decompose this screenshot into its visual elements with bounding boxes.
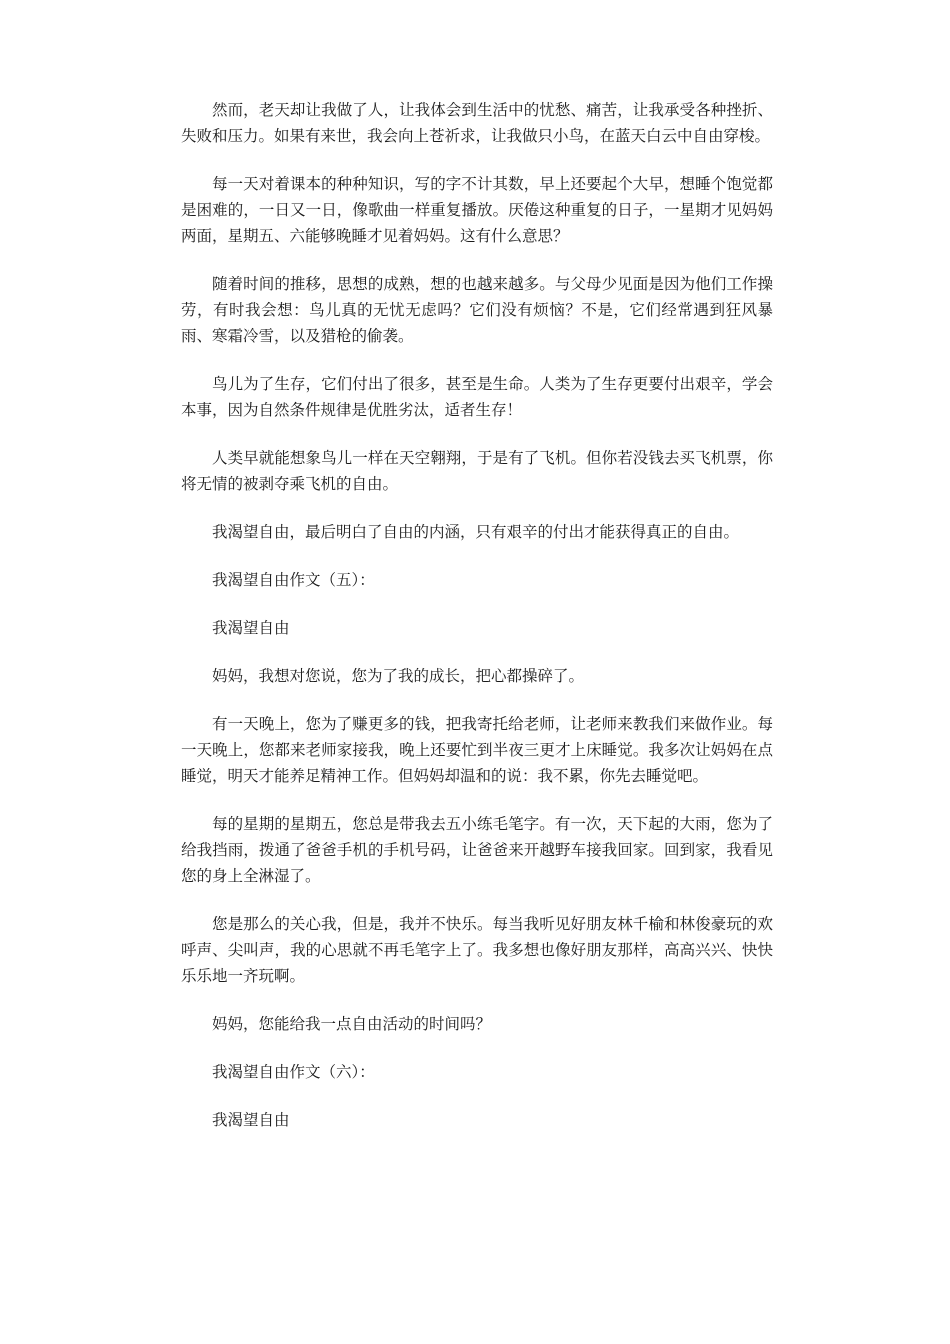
paragraph: 鸟儿为了生存，它们付出了很多，甚至是生命。人类为了生存更要付出艰辛，学会本事，因为自然条件规律是优胜劣汰，适者生存！ — [181, 375, 773, 419]
paragraph: 我渴望自由，最后明白了自由的内涵，只有艰辛的付出才能获得真正的自由。 — [212, 523, 740, 541]
paragraph: 有一天晚上，您为了赚更多的钱，把我寄托给老师，让老师来教我们来做作业。每一天晚上，您都来老师家接我，晚上还要忙到半夜三更才上床睡觉。我多次让妈妈在点睡觉，明天才能养足精神工作。但妈妈却温和的说：我不累，你先去睡觉吧。 — [181, 715, 773, 785]
paragraph: 每的星期的星期五，您总是带我去五小练毛笔字。有一次，天下起的大雨，您为了给我挡雨，拨通了爸爸手机的手机号码，让爸爸来开越野车接我回家。回到家，我看见您的身上全淋湿了。 — [181, 815, 773, 885]
essay-title: 我渴望自由 — [212, 1111, 290, 1129]
section-heading: 我渴望自由作文（五）： — [212, 571, 375, 589]
paragraph: 随着时间的推移，思想的成熟，想的也越来越多。与父母少见面是因为他们工作操劳，有时我会想：鸟儿真的无忧无虑吗？它们没有烦恼？不是，它们经常遇到狂风暴雨、寒霜冷雪，以及猎枪的偷袭。 — [181, 275, 773, 345]
document-body — [181, 97, 773, 1155]
paragraph: 妈妈，您能给我一点自由活动的时间吗？ — [212, 1015, 492, 1033]
paragraph: 您是那么的关心我，但是，我并不快乐。每当我听见好朋友林千榆和林俊豪玩的欢呼声、尖叫声，我的心思就不再毛笔字上了。我多想也像好朋友那样，高高兴兴、快快乐乐地一齐玩啊。 — [181, 915, 773, 985]
paragraph: 然而，老天却让我做了人，让我体会到生活中的忧愁、痛苦，让我承受各种挫折、失败和压力。如果有来世，我会向上苍祈求，让我做只小鸟，在蓝天白云中自由穿梭。 — [181, 101, 773, 145]
paragraph: 每一天对着课本的种种知识，写的字不计其数，早上还要起个大早，想睡个饱觉都是困难的，一日又一日，像歌曲一样重复播放。厌倦这种重复的日子，一星期才见妈妈两面，星期五、六能够晚睡才见着妈妈。这有什么意思？ — [181, 175, 773, 245]
paragraph: 妈妈，我想对您说，您为了我的成长，把心都操碎了。 — [212, 667, 585, 685]
essay-title: 我渴望自由 — [212, 619, 290, 637]
section-heading: 我渴望自由作文（六）： — [212, 1063, 375, 1081]
paragraph: 人类早就能想象鸟儿一样在天空翱翔，于是有了飞机。但你若没钱去买飞机票，你将无情的被剥夺乘飞机的自由。 — [181, 449, 773, 493]
